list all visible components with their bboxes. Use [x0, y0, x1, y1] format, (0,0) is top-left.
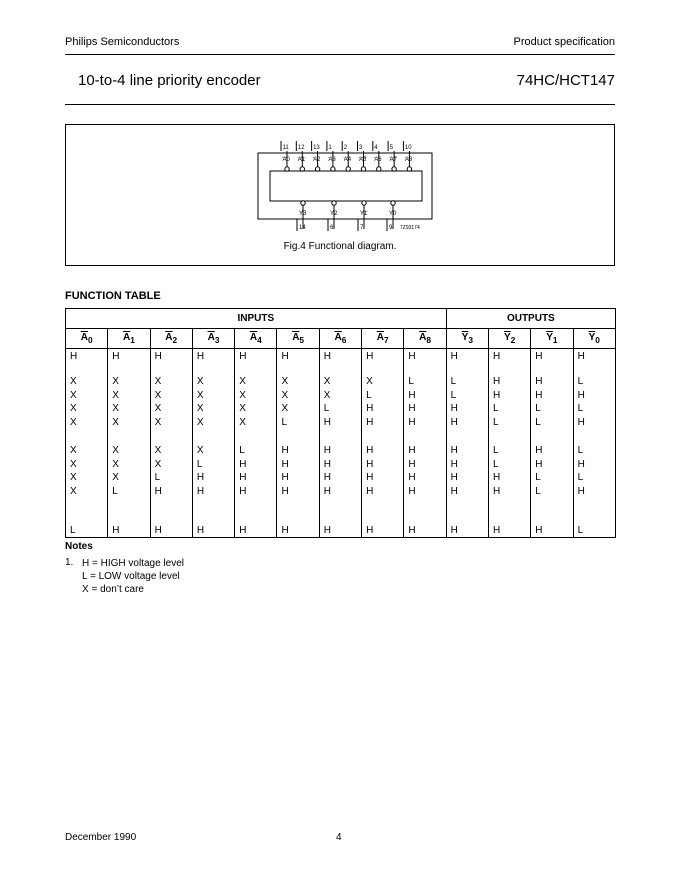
table-row: [66, 374, 616, 443]
cell-value: X: [154, 445, 162, 456]
note-line: L = LOW voltage level: [82, 571, 180, 582]
bottom-pin-number: 6: [330, 225, 334, 231]
cell-value: H: [450, 485, 458, 497]
cell-value: X: [154, 376, 162, 387]
column-header: [488, 329, 530, 349]
top-pin-bubble: [300, 167, 304, 171]
cell-value: X: [70, 416, 77, 428]
cell-value: L: [366, 389, 372, 401]
cell-value: X: [112, 416, 119, 428]
cell-value: L: [408, 376, 414, 387]
column-header-letter: $\overline{A}$: [249, 332, 258, 343]
cell-value: H: [366, 472, 374, 483]
bottom-pin-label: Y3: [299, 211, 307, 217]
top-pin-bubble: [285, 167, 289, 171]
top-pin-number: 11: [282, 145, 289, 151]
cell-value: X: [70, 458, 77, 470]
cell-value: X: [239, 376, 246, 387]
cell-value: X: [323, 376, 331, 387]
top-pin-label: A0: [282, 157, 290, 163]
table-cell: [488, 512, 530, 538]
cell-value: L: [492, 445, 499, 456]
top-pin-label: A6: [374, 157, 382, 163]
bottom-pin-number: 7: [360, 225, 364, 231]
table-cell: [66, 374, 108, 443]
cell-value: X: [154, 416, 162, 428]
cell-value: L: [492, 403, 499, 414]
column-header-letter: $\overline{A}$: [123, 332, 131, 343]
table-cell: [446, 512, 488, 538]
column-header: [446, 329, 488, 349]
column-header-letter: $\overline{A}$: [292, 332, 300, 343]
bottom-pin-bubble: [301, 201, 305, 205]
table-cell: [488, 374, 530, 443]
cell-value: X: [196, 376, 204, 387]
table-cell: [573, 374, 615, 443]
cell-value: H: [281, 458, 289, 470]
cell-value: H: [408, 445, 416, 456]
cell-value: H: [535, 389, 543, 401]
cell-value: X: [366, 376, 373, 387]
table-cell: [573, 349, 615, 375]
top-pin-bubble: [377, 167, 381, 171]
cell-value: H: [323, 524, 332, 536]
table-cell: [192, 349, 234, 375]
table-cell: [446, 374, 488, 443]
column-header-letter: $\overline{A}$: [419, 332, 427, 343]
table-cell: [108, 512, 150, 538]
top-pin-bubble: [315, 167, 319, 171]
table-cell: [108, 443, 150, 512]
cell-value: L: [535, 403, 541, 414]
top-pin-label: A4: [343, 157, 352, 163]
cell-value: X: [70, 472, 77, 483]
cell-value: H: [492, 472, 501, 483]
outputs-header: OUTPUTS: [446, 309, 615, 329]
cell-value: H: [535, 458, 543, 470]
cell-value: H: [535, 445, 543, 456]
table-cell: [150, 374, 192, 443]
table-cell: [150, 512, 192, 538]
cell-value: X: [154, 458, 162, 470]
table-cell: [488, 349, 530, 375]
column-header-subscript: 3: [214, 335, 220, 345]
table-cell: [277, 374, 319, 443]
cell-value: H: [112, 524, 120, 536]
table-cell: [66, 443, 108, 512]
table-cell: [319, 443, 361, 512]
top-pin-number: 1: [328, 145, 332, 151]
cell-value: L: [535, 416, 541, 428]
table-cell: [150, 443, 192, 512]
cell-value: X: [239, 389, 246, 401]
cell-value: H: [492, 485, 501, 497]
column-header-subscript: 0: [87, 335, 93, 345]
cell-value: X: [323, 389, 331, 401]
cell-value: H: [492, 351, 501, 362]
cell-value: X: [196, 389, 204, 401]
column-header: [319, 329, 361, 349]
column-header: [573, 329, 615, 349]
cell-value: H: [196, 524, 205, 536]
table-cell: [404, 512, 446, 538]
top-pin-label: A5: [359, 157, 367, 163]
cell-value: H: [408, 485, 416, 497]
table-cell: [319, 374, 361, 443]
table-cell: [277, 349, 319, 375]
cell-value: H: [492, 389, 501, 401]
encoder-body: [270, 171, 422, 201]
cell-value: L: [112, 485, 118, 497]
column-header-letter: $\overline{Y}$: [461, 332, 469, 343]
table-cell: [531, 374, 573, 443]
cell-value: X: [70, 445, 77, 456]
top-pin-number: 12: [297, 145, 305, 151]
cell-value: H: [323, 485, 332, 497]
cell-value: L: [239, 445, 245, 456]
cell-value: H: [281, 472, 289, 483]
column-header: [192, 329, 234, 349]
column-header-subscript: 4: [257, 335, 262, 345]
cell-value: H: [323, 445, 332, 456]
cell-value: H: [323, 458, 332, 470]
table-cell: [277, 512, 319, 538]
table-row: [66, 512, 616, 538]
header-company: Philips Semiconductors: [65, 36, 180, 48]
table-cell: [446, 443, 488, 512]
cell-value: L: [492, 458, 499, 470]
notes-heading: Notes: [65, 541, 93, 552]
bottom-pin-number: 14: [299, 225, 306, 231]
cell-value: X: [70, 403, 77, 414]
cell-value: H: [323, 416, 332, 428]
cell-value: X: [196, 416, 204, 428]
column-header: [150, 329, 192, 349]
cell-value: H: [535, 376, 543, 387]
cell-value: H: [577, 416, 585, 428]
cell-value: L: [450, 376, 457, 387]
cell-value: H: [239, 472, 247, 483]
cell-value: H: [239, 524, 247, 536]
table-cell: [319, 349, 361, 375]
figure-box: [65, 124, 615, 266]
cell-value: H: [577, 351, 585, 362]
table-cell: [531, 443, 573, 512]
cell-value: H: [196, 351, 205, 362]
cell-value: H: [366, 403, 374, 414]
table-cell: [235, 349, 277, 375]
document-title: 10-to-4 line priority encoder: [78, 72, 261, 89]
column-header-letter: $\overline{A}$: [165, 332, 173, 343]
cell-value: L: [577, 376, 584, 387]
cell-value: H: [492, 376, 501, 387]
cell-value: X: [281, 376, 289, 387]
top-pin-bubble: [407, 167, 411, 171]
column-header-subscript: 7: [384, 335, 389, 345]
column-header: [531, 329, 573, 349]
cell-value: L: [577, 445, 584, 456]
bottom-pin-bubble: [391, 201, 395, 205]
top-pin-bubble: [361, 167, 365, 171]
cell-value: H: [450, 445, 458, 456]
column-header-subscript: 5: [299, 335, 305, 345]
column-header-letter: $\overline{A}$: [80, 332, 88, 343]
cell-value: H: [535, 524, 543, 536]
cell-value: H: [239, 485, 247, 497]
cell-value: X: [70, 485, 77, 497]
table-cell: [277, 443, 319, 512]
top-pin-bubble: [346, 167, 350, 171]
cell-value: H: [366, 445, 374, 456]
table-row: [66, 349, 616, 375]
cell-value: H: [366, 458, 374, 470]
cell-value: H: [281, 445, 289, 456]
cell-value: X: [196, 403, 204, 414]
cell-value: H: [408, 403, 416, 414]
table-cell: [319, 512, 361, 538]
cell-value: H: [492, 524, 501, 536]
top-pin-label: A1: [297, 157, 306, 163]
cell-value: X: [281, 389, 289, 401]
column-header-subscript: 1: [130, 335, 135, 345]
table-cell: [235, 512, 277, 538]
cell-value: X: [154, 389, 162, 401]
cell-value: H: [577, 389, 585, 401]
table-cell: [446, 349, 488, 375]
cell-value: H: [196, 485, 205, 497]
column-header: [404, 329, 446, 349]
table-cell: [488, 443, 530, 512]
top-pin-number: 10: [404, 145, 412, 151]
cell-value: X: [112, 445, 119, 456]
table-cell: [404, 443, 446, 512]
cell-value: H: [196, 472, 205, 483]
cell-value: H: [408, 458, 416, 470]
table-cell: [66, 349, 108, 375]
table-cell: [404, 349, 446, 375]
cell-value: H: [239, 458, 247, 470]
cell-value: H: [366, 351, 374, 362]
note-lines: [82, 557, 184, 596]
cell-value: H: [577, 458, 585, 470]
table-cell: [404, 374, 446, 443]
cell-value: H: [323, 351, 332, 362]
column-header: [108, 329, 150, 349]
cell-value: L: [577, 472, 584, 483]
cell-value: X: [112, 403, 119, 414]
bottom-pin-label: Y2: [330, 211, 338, 217]
part-number: 74HC/HCT147: [516, 72, 615, 89]
top-pin-bubble: [331, 167, 335, 171]
cell-value: H: [450, 472, 458, 483]
column-header: [66, 329, 108, 349]
cell-value: H: [535, 351, 543, 362]
cell-value: L: [535, 485, 541, 497]
table-cell: [362, 349, 404, 375]
table-row: [66, 443, 616, 512]
table-cell: [573, 443, 615, 512]
column-header-letter: $\overline{Y}$: [588, 332, 596, 343]
bottom-pin-label: Y0: [389, 211, 397, 217]
cell-value: H: [450, 458, 458, 470]
cell-value: H: [70, 351, 78, 362]
cell-value: H: [239, 351, 247, 362]
top-pin-label: A2: [313, 157, 321, 163]
cell-value: X: [112, 376, 119, 387]
column-header-subscript: 2: [510, 335, 516, 345]
column-header-letter: $\overline{A}$: [376, 332, 385, 343]
cell-value: X: [70, 389, 77, 401]
cell-value: X: [196, 445, 204, 456]
cell-value: H: [408, 524, 416, 536]
header-rule: [65, 54, 615, 55]
column-header-letter: $\overline{A}$: [334, 332, 342, 343]
footer-date: December 1990: [65, 832, 137, 843]
top-pin-label: A3: [328, 157, 336, 163]
top-pin-number: 3: [359, 145, 363, 151]
cell-value: X: [239, 403, 246, 414]
cell-value: H: [366, 416, 374, 428]
function-table: [65, 308, 616, 538]
cell-value: H: [450, 524, 458, 536]
cell-value: H: [281, 485, 289, 497]
table-cell: [235, 374, 277, 443]
table-cell: [66, 512, 108, 538]
table-cell: [108, 374, 150, 443]
cell-value: H: [450, 416, 458, 428]
table-cell: [531, 349, 573, 375]
top-pin-number: 4: [374, 145, 378, 151]
bottom-pin-number: 9: [389, 225, 393, 231]
cell-value: L: [535, 472, 541, 483]
cell-value: H: [366, 524, 374, 536]
column-header-row: [66, 329, 616, 349]
column-header-letter: $\overline{Y}$: [503, 332, 511, 343]
table-cell: [192, 443, 234, 512]
table-cell: [192, 512, 234, 538]
column-header-subscript: 8: [426, 335, 431, 345]
table-cell: [362, 512, 404, 538]
column-header: [235, 329, 277, 349]
cell-value: L: [492, 416, 499, 428]
column-header-subscript: 0: [595, 335, 600, 345]
cell-value: H: [577, 485, 585, 497]
column-header-subscript: 3: [468, 335, 473, 345]
cell-value: H: [281, 351, 289, 362]
cell-value: X: [239, 416, 246, 428]
cell-value: H: [154, 524, 162, 536]
cell-value: H: [281, 524, 289, 536]
column-header-letter: $\overline{Y}$: [546, 332, 553, 343]
table-cell: [192, 374, 234, 443]
note-number: 1.: [65, 557, 74, 568]
top-pin-bubble: [392, 167, 396, 171]
cell-value: H: [408, 472, 416, 483]
bottom-pin-bubble: [332, 201, 336, 205]
cell-value: H: [408, 389, 416, 401]
column-header-subscript: 2: [172, 335, 178, 345]
cell-value: L: [154, 472, 161, 483]
cell-value: L: [577, 403, 584, 414]
column-header-letter: $\overline{A}$: [207, 332, 215, 343]
functional-diagram: [256, 141, 436, 235]
table-cell: [362, 443, 404, 512]
cell-value: L: [577, 524, 584, 536]
cell-value: H: [450, 403, 458, 414]
page-number: 4: [336, 832, 342, 843]
cell-value: X: [70, 376, 77, 387]
title-rule: [65, 104, 615, 105]
top-pin-number: 2: [343, 145, 348, 151]
header-doc-type: Product specification: [513, 36, 615, 48]
column-header: [362, 329, 404, 349]
top-pin-label: A8: [404, 157, 413, 163]
cell-value: X: [154, 403, 162, 414]
cell-value: L: [323, 403, 330, 414]
cell-value: H: [323, 472, 332, 483]
figure-code: 7Z93174: [400, 225, 420, 231]
cell-value: H: [112, 351, 120, 362]
cell-value: H: [408, 416, 416, 428]
table-cell: [573, 512, 615, 538]
inputs-header: INPUTS: [66, 309, 447, 329]
table-cell: [531, 512, 573, 538]
column-header-subscript: 6: [341, 335, 347, 345]
bottom-pin-bubble: [362, 201, 366, 205]
table-cell: [362, 374, 404, 443]
cell-value: L: [450, 389, 457, 401]
top-pin-number: 5: [389, 145, 393, 151]
cell-value: X: [112, 458, 119, 470]
cell-value: H: [408, 351, 416, 362]
bottom-pin-label: Y1: [360, 211, 368, 217]
cell-value: H: [154, 351, 162, 362]
table-cell: [235, 443, 277, 512]
cell-value: X: [281, 403, 289, 414]
function-table-title: FUNCTION TABLE: [65, 290, 161, 302]
figure-caption: Fig.4 Functional diagram.: [283, 241, 397, 252]
table-cell: [150, 349, 192, 375]
cell-value: X: [112, 472, 119, 483]
cell-value: H: [366, 485, 374, 497]
column-header-subscript: 1: [552, 335, 558, 345]
note-line: X = don’t care: [82, 584, 144, 595]
cell-value: L: [196, 458, 203, 470]
note-line: H = HIGH voltage level: [82, 558, 184, 569]
cell-value: X: [112, 389, 119, 401]
top-pin-number: 13: [313, 145, 320, 151]
cell-value: H: [154, 485, 162, 497]
table-cell: [108, 349, 150, 375]
column-header: [277, 329, 319, 349]
cell-value: L: [70, 524, 76, 536]
top-pin-label: A7: [389, 157, 397, 163]
cell-value: H: [450, 351, 458, 362]
cell-value: L: [281, 416, 288, 428]
